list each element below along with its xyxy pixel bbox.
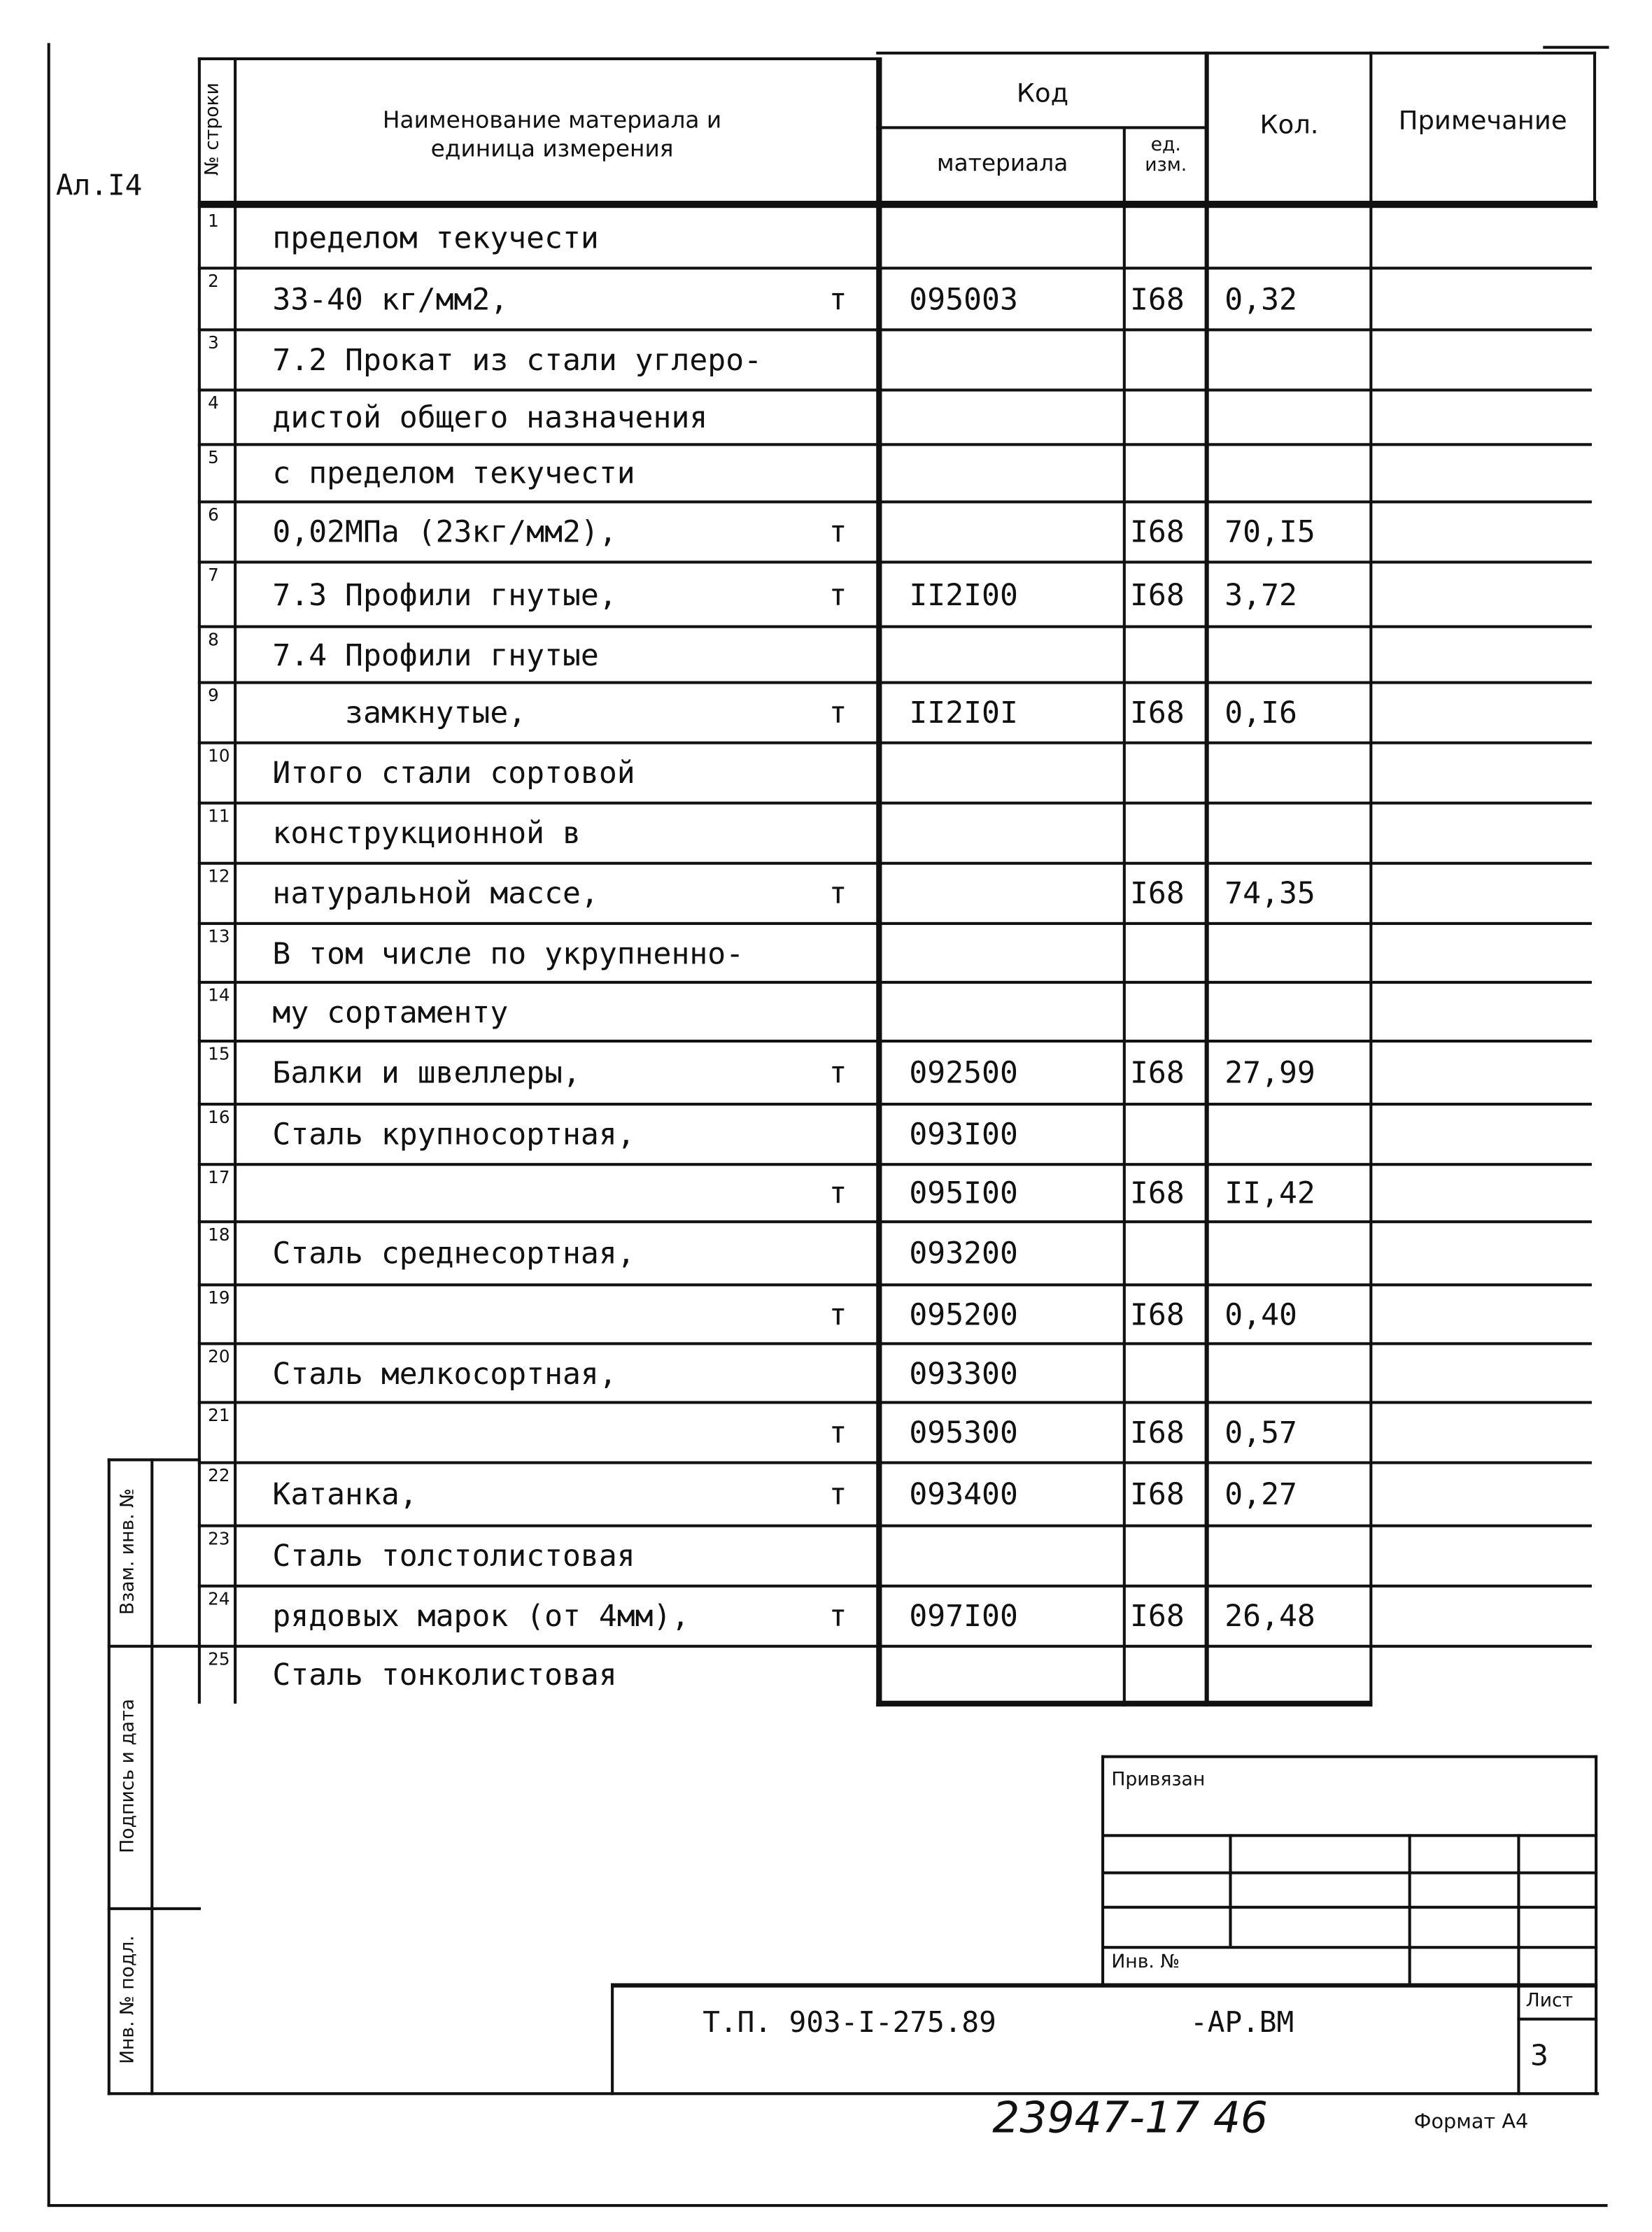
row-code-cell: 093I00 xyxy=(909,1117,1018,1152)
row-name-cell: замкнутые, xyxy=(272,695,527,730)
header-code-material: материала xyxy=(936,149,1068,177)
row-qty-cell: 3,72 xyxy=(1224,577,1297,612)
row-number-cell: 24 xyxy=(208,1588,230,1609)
table-row xyxy=(0,390,1652,444)
row-code-cell: II2I00 xyxy=(909,577,1018,612)
format-label: Формат А4 xyxy=(1413,2110,1529,2134)
row-unit-letter-cell: т xyxy=(828,1055,847,1090)
tb-left xyxy=(1101,1756,1104,1985)
row-code-cell: 093200 xyxy=(909,1236,1018,1271)
table-row xyxy=(0,502,1652,562)
stamp-inv: Инв. № подл. xyxy=(118,1935,139,2064)
row-unit-code-cell: I68 xyxy=(1130,1599,1185,1634)
row-qty-cell: 0,27 xyxy=(1224,1476,1297,1512)
row-qty-cell: 27,99 xyxy=(1224,1055,1315,1090)
row-number-cell: 3 xyxy=(208,332,219,353)
row-unit-code-cell: I68 xyxy=(1130,514,1185,549)
row-number-cell: 5 xyxy=(208,447,219,468)
row-unit-letter-cell: т xyxy=(828,281,847,316)
row-number-cell: 23 xyxy=(208,1528,230,1549)
row-unit-code-cell: I68 xyxy=(1130,695,1185,730)
table-row xyxy=(0,627,1652,683)
row-number-cell: 16 xyxy=(208,1107,230,1127)
tb-privyazan: Привязан xyxy=(1111,1770,1206,1791)
header-top-right xyxy=(876,52,1596,55)
tb-main-left xyxy=(611,1983,614,2095)
row-number-cell: 2 xyxy=(208,271,219,292)
row-name-cell: дистой общего назначения xyxy=(272,400,708,435)
row-unit-letter-cell: т xyxy=(828,514,847,549)
row-unit-code-cell: I68 xyxy=(1130,1175,1185,1210)
row-unit-code-cell: I68 xyxy=(1130,1297,1185,1332)
row-name-cell: рядовых марок (от 4мм), xyxy=(272,1599,690,1634)
row-number-cell: 10 xyxy=(208,745,230,766)
row-name-cell: 7.2 Прокат из стали углеро- xyxy=(272,342,763,378)
row-qty-cell: 0,I6 xyxy=(1224,695,1297,730)
row-number-cell: 25 xyxy=(208,1648,230,1669)
header-note: Примечание xyxy=(1398,106,1567,136)
row-number-cell: 21 xyxy=(208,1405,230,1426)
row-unit-code-cell: I68 xyxy=(1130,1476,1185,1512)
row-code-cell: 095200 xyxy=(909,1297,1018,1332)
table-row xyxy=(0,1222,1652,1285)
row-number-cell: 20 xyxy=(208,1346,230,1367)
row-name-cell: 7.3 Профили гнутые, xyxy=(272,577,617,612)
row-qty-cell: 70,I5 xyxy=(1224,514,1315,549)
row-name-cell: конструкционной в xyxy=(272,816,581,851)
table-row xyxy=(0,863,1652,924)
stamp-podpis: Подпись и дата xyxy=(118,1698,139,1853)
row-number-cell: 9 xyxy=(208,685,219,706)
row-name-cell: Сталь тонколистовая xyxy=(272,1658,617,1693)
table-row xyxy=(0,683,1652,743)
header-qty: Кол. xyxy=(1259,110,1319,141)
tb-list-split xyxy=(1517,2018,1597,2021)
table-row xyxy=(0,1285,1652,1343)
tb-v3 xyxy=(1517,1834,1520,2095)
table-row xyxy=(0,803,1652,863)
row-code-cell: 097I00 xyxy=(909,1599,1018,1634)
row-name-cell: натуральной массе, xyxy=(272,876,599,911)
row-number-cell: 11 xyxy=(208,805,230,826)
row-number-cell: 18 xyxy=(208,1224,230,1245)
row-number-cell: 17 xyxy=(208,1167,230,1187)
row-name-cell: Сталь крупносортная, xyxy=(272,1117,635,1152)
stamp-bottom-line xyxy=(108,2092,1599,2095)
tb-doc-code: Т.П. 903-I-275.89 xyxy=(703,2005,996,2040)
row-number-cell: 13 xyxy=(208,926,230,947)
row-name-cell: пределом текучести xyxy=(272,220,599,255)
header-code-split xyxy=(876,126,1206,129)
row-unit-letter-cell: т xyxy=(828,876,847,911)
table-row xyxy=(0,924,1652,982)
col-right-border-header xyxy=(1593,52,1596,206)
sheet-label: Ал.I4 xyxy=(55,167,143,202)
row-name-cell: 33-40 кг/мм2, xyxy=(272,281,509,316)
tb-h3 xyxy=(1101,1906,1597,1909)
handwritten-number: 23947-17 46 xyxy=(992,2093,1269,2145)
table-row xyxy=(0,1164,1652,1222)
row-number-cell: 22 xyxy=(208,1465,230,1486)
tb-list-label: Лист xyxy=(1525,1990,1574,2012)
stamp-vzam: Взам. инв. № xyxy=(118,1488,139,1616)
row-qty-cell: 26,48 xyxy=(1224,1599,1315,1634)
row-unit-code-cell: I68 xyxy=(1130,577,1185,612)
row-unit-letter-cell: т xyxy=(828,1476,847,1512)
row-unit-letter-cell: т xyxy=(828,695,847,730)
table-row xyxy=(0,444,1652,502)
row-name-cell: Сталь мелкосортная, xyxy=(272,1355,617,1390)
tb-main-top xyxy=(611,1983,1597,1987)
row-number-cell: 1 xyxy=(208,211,219,231)
header-code: Код xyxy=(1016,78,1069,109)
tb-right xyxy=(1595,1756,1597,2096)
row-name-cell: с пределом текучести xyxy=(272,455,635,490)
row-unit-letter-cell: т xyxy=(828,1415,847,1450)
row-code-cell: 095300 xyxy=(909,1415,1018,1450)
table-row xyxy=(0,743,1652,803)
row-unit-letter-cell: т xyxy=(828,577,847,612)
tb-list-no: 3 xyxy=(1530,2037,1548,2072)
row-number-cell: 7 xyxy=(208,565,219,586)
row-code-cell: 092500 xyxy=(909,1055,1018,1090)
row-code-cell: 093400 xyxy=(909,1476,1018,1512)
table-row xyxy=(0,1041,1652,1104)
table-row xyxy=(0,208,1652,268)
row-name-cell: Сталь толстолистовая xyxy=(272,1539,635,1574)
table-row xyxy=(0,1646,1652,1704)
header-name: Наименование материала и единица измерения xyxy=(382,106,722,162)
stamp-mid-line xyxy=(150,1458,153,2095)
row-code-cell: II2I0I xyxy=(909,695,1018,730)
row-name-cell: Катанка, xyxy=(272,1476,418,1512)
row-unit-letter-cell: т xyxy=(828,1175,847,1210)
header-top-left xyxy=(198,57,877,60)
row-code-cell: 095I00 xyxy=(909,1175,1018,1210)
row-unit-code-cell: I68 xyxy=(1130,1415,1185,1450)
row-qty-cell: 0,57 xyxy=(1224,1415,1297,1450)
row-number-cell: 15 xyxy=(208,1044,230,1064)
stamp-left-line xyxy=(108,1458,111,2095)
tb-h4 xyxy=(1101,1946,1597,1949)
row-unit-code-cell: I68 xyxy=(1130,281,1185,316)
row-number-cell: 14 xyxy=(208,985,230,1005)
header-code-unit: ед. изм. xyxy=(1145,134,1187,177)
tb-doc-suffix: -АР.ВМ xyxy=(1190,2005,1294,2040)
row-name-cell: 0,02МПа (23кг/мм2), xyxy=(272,514,617,549)
row-number-cell: 6 xyxy=(208,504,219,525)
row-unit-letter-cell: т xyxy=(828,1599,847,1634)
row-name-cell: Итого стали сортовой xyxy=(272,756,635,791)
table-row xyxy=(0,1104,1652,1164)
row-qty-cell: II,42 xyxy=(1224,1175,1315,1210)
row-name-cell: Балки и швеллеры, xyxy=(272,1055,581,1090)
row-name-cell: В том числе по укрупненно- xyxy=(272,935,744,970)
table-row xyxy=(0,1526,1652,1586)
frame-bottom-line xyxy=(48,2204,1608,2206)
header-bottom xyxy=(198,201,1597,208)
tb-top xyxy=(1101,1756,1597,1758)
tb-v1 xyxy=(1229,1834,1231,1946)
row-qty-cell: 0,32 xyxy=(1224,281,1297,316)
row-number-cell: 8 xyxy=(208,629,219,650)
row-qty-cell: 74,35 xyxy=(1224,876,1315,911)
table-row xyxy=(0,1402,1652,1462)
table-row xyxy=(0,562,1652,626)
row-number-cell: 4 xyxy=(208,393,219,414)
tb-h1 xyxy=(1101,1834,1597,1837)
header-rowno: № строки xyxy=(202,82,224,176)
row-unit-letter-cell: т xyxy=(828,1297,847,1332)
row-name-cell: Сталь среднесортная, xyxy=(272,1236,635,1271)
table-row xyxy=(0,982,1652,1041)
row-unit-code-cell: I68 xyxy=(1130,1055,1185,1090)
row-number-cell: 12 xyxy=(208,866,230,887)
row-number-cell: 19 xyxy=(208,1287,230,1308)
row-qty-cell: 0,40 xyxy=(1224,1297,1297,1332)
table-row xyxy=(0,1586,1652,1646)
row-name-cell: 7.4 Профили гнутые xyxy=(272,637,599,672)
tb-v2 xyxy=(1409,1834,1411,1983)
table-row xyxy=(0,1343,1652,1402)
row-code-cell: 093300 xyxy=(909,1355,1018,1390)
tb-h2 xyxy=(1101,1872,1597,1874)
row-name-cell: му сортаменту xyxy=(272,994,509,1029)
table-row xyxy=(0,268,1652,330)
row-unit-code-cell: I68 xyxy=(1130,876,1185,911)
table-row xyxy=(0,1462,1652,1525)
table-row xyxy=(0,330,1652,390)
row-code-cell: 095003 xyxy=(909,281,1018,316)
tb-inv-no: Инв. № xyxy=(1111,1951,1180,1974)
